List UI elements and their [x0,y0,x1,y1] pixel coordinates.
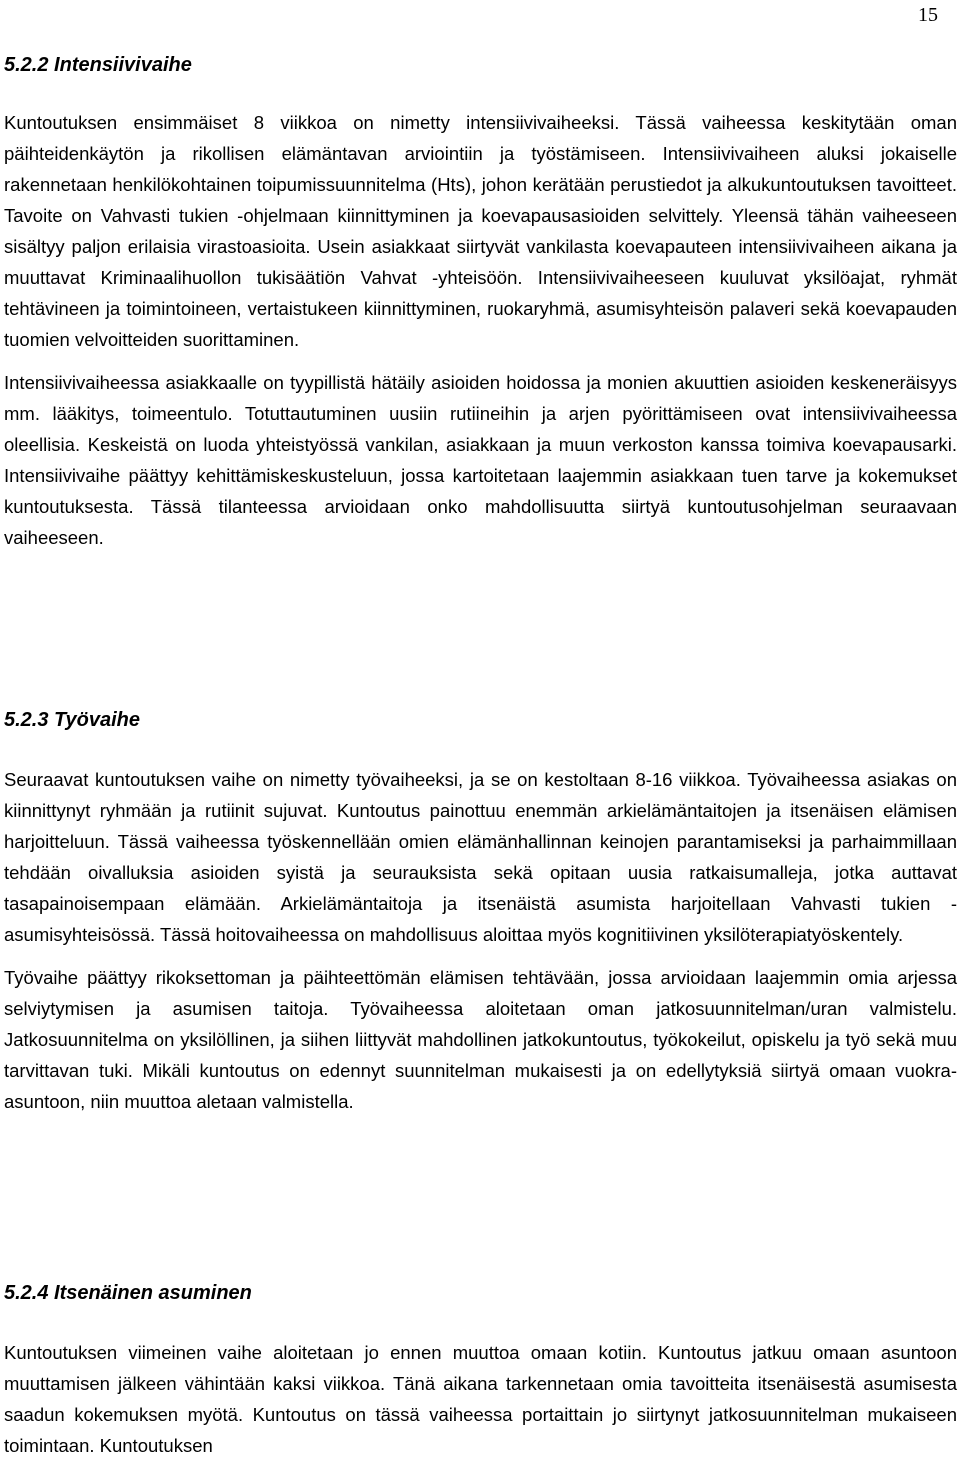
section-heading: 5.2.4 Itsenäinen asuminen [4,1282,252,1304]
paragraph: Kuntoutuksen viimeinen vaihe aloitetaan jo ennen muuttoa omaan kotiin. Kuntoutus jatkuu omaan asuntoon muuttamisen jälkeen vähintään kaksi viikkoa. Tänä aikana tarkennetaan omia tavoitteita itsenäisestä asumisesta saadun kokemuksen myötä. Kuntoutus on tässä vaiheessa portaittain jo siirtynyt jatkosuunnitelman mukaiseen toimintaan. Kuntoutuksen [4,1342,957,1456]
section-tyovaihe [4,706,957,1117]
section-heading: 5.2.3 Työvaihe [4,709,140,731]
page-number: 15 [918,4,938,26]
paragraph: Kuntoutuksen ensimmäiset 8 viikkoa on nimetty intensiivivaiheeksi. Tässä vaiheessa keskitytään oman päihteidenkäytön ja rikollisen elämäntavan arviointiin ja työstämiseen. Intensiivivaiheen aluksi jokaiselle rakennetaan henkilökohtainen toipumissuunnitelma (Hts), johon kerätään perustiedot ja alkukuntoutuksen tavoitteet. Tavoite on Vahvasti tukien -ohjelmaan kiinnittyminen ja koevapausasioiden selvittely. Yleensä tähän vaiheeseen sisältyy paljon erilaisia virastoasioita. Usein asiakkaat siirtyvät vankilasta koevapauteen intensiivivaiheen aikana ja muuttavat Kriminaalihuollon tukisäätiön Vahvat -yhteisöön. Intensiivivaiheeseen kuuluvat yksilöajat, ryhmät tehtävineen ja toimintoineen, vertaistukeen kiinnittyminen, ruokaryhmä, asumisyhteisön palaveri sekä koevapauden tuomien velvoitteiden suorittaminen. [4,112,957,350]
paragraph: Seuraavat kuntoutuksen vaihe on nimetty työvaiheeksi, ja se on kestoltaan 8-16 viikkoa. Työvaiheessa asiakas on kiinnittynyt ryhmään ja rutiinit sujuvat. Kuntoutus painottuu enemmän arkielämäntaitojen ja itsenäisen elämisen harjoitteluun. Tässä vaiheessa työskennellään omien elämänhallinnan keinojen parantamiseksi ja parhaimmillaan tehdään oivalluksia asioiden syistä ja seurauksista sekä opitaan uusia ratkaisumalleja, jotka auttavat tasapainoisempaan elämään. Arkielämäntaitoja ja itsenäistä asumista harjoitellaan Vahvasti tukien -asumisyhteisössä. Tässä hoitovaiheessa on mahdollisuus aloittaa myös kognitiivinen yksilöterapiatyöskentely. [4,769,957,945]
paragraph: Intensiivivaiheessa asiakkaalle on tyypillistä hätäily asioiden hoidossa ja monien akuuttien asioiden keskeneräisyys mm. lääkitys, toimeentulo. Totuttautuminen uusiin rutiineihin ja arjen pyörittämiseen ovat intensiivivaiheessa oleellisia. Keskeistä on luoda yhteistyössä vankilan, asiakkaan ja muun verkoston kanssa toimiva koevapausarki. Intensiivivaihe päättyy kehittämiskeskusteluun, jossa kartoitetaan laajemmin asiakkaan tuen tarve ja kokemukset kuntoutuksesta. Tässä tilanteessa arvioidaan onko mahdollisuutta siirtyä kuntoutusohjelman seuraavaan vaiheeseen. [4,372,957,548]
section-itsenainen-asuminen [4,1279,957,1461]
section-intensiivivaihe [4,51,957,553]
section-heading: 5.2.2 Intensiivivaihe [4,54,192,76]
paragraph: Työvaihe päättyy rikoksettoman ja päihteettömän elämisen tehtävään, jossa arvioidaan laajemmin omia arjessa selviytymisen ja asumisen taitoja. Työvaiheessa aloitetaan oman jatkosuunnitelman/uran valmistelu. Jatkosuunnitelma on yksilöllinen, ja siihen liittyvät mahdollinen jatkokuntoutus, työkokeilut, opiskelu ja työ sekä muu tarvittavan tuki. Mikäli kuntoutus on edennyt suunnitelman mukaisesti ja on edellytyksiä siirtyä omaan vuokra-asuntoon, niin muuttoa aletaan valmistella. [4,967,957,1112]
